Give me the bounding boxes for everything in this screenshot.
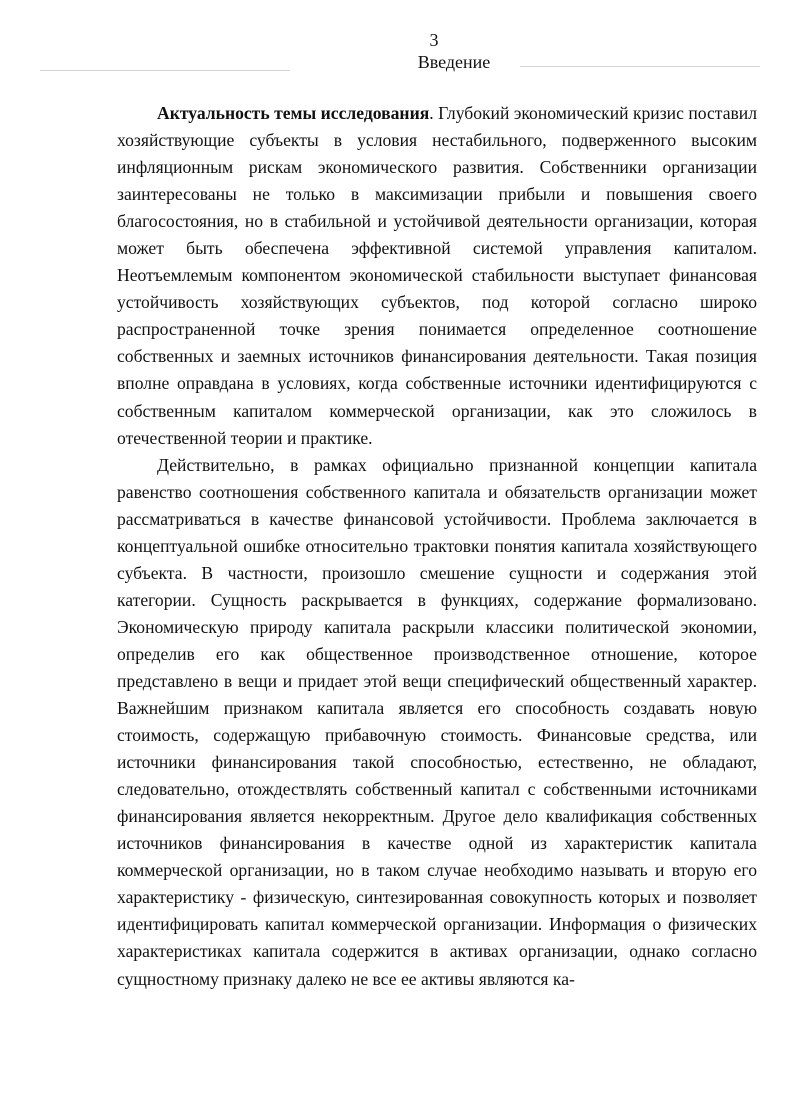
paragraph-1-lead: Актуальность темы исследования <box>157 103 430 123</box>
page-number: 3 <box>429 30 439 50</box>
paragraph-1 <box>117 100 757 452</box>
page-title: Введение <box>417 52 491 72</box>
document-body <box>117 100 757 993</box>
paragraph-1-text: . Глубокий экономический кризис поставил хозяйствующие субъекты в условия нестабильного, подверженного высоким инфляционным рискам экономического развития. Собственники организации заинтересованы не только в максимизации прибыли и повышения своего благосостояния, но в стабильной и устойчивой деятельности организации, которая может быть обеспечена эффективной системой управления капиталом. Неотъемлемым компонентом экономической стабильности выступает финансовая устойчивость хозяйствующих субъектов, под которой согласно широко распространенной точке зрения понимается определенное соотношение собственных и заемных источников финансирования деятельности. Такая позиция вполне оправдана в условиях, когда собственные источники идентифицируются с собственным капиталом коммерческой организации, как это сложилось в отечественной теории и практике. <box>117 103 758 448</box>
paragraph-2: Действительно, в рамках официально признанной концепции капитала равенство соотношения собственного капитала и обязательств организации может рассматриваться в качестве финансовой устойчивости. Проблема заключается в концептуальной ошибке относительно трактовки понятия капитала хозяйствующего субъекта. В частности, произошло смешение сущности и содержания этой категории. Сущность раскрывается в функциях, содержание формализовано. Экономическую природу капитала раскрыли классики политической экономии, определив его как общественное производственное отношение, которое представлено в вещи и придает этой вещи специфический общественный характер. Важнейшим признаком капитала является его способность создавать новую стоимость, содержащую прибавочную стоимость. Финансовые средства, или источники финансирования такой способностью, естественно, не обладают, следовательно, отождествлять собственный капитал с собственными источниками финансирования является некорректным. Другое дело квалификация собственных источников финансирования в качестве одной из характеристик капитала коммерческой организации, но в таком случае необходимо называть и вторую его характеристику - физическую, синтезированная совокупность которых и позволяет идентифицировать капитал коммерческой организации. Информация о физических характеристиках капитала содержится в активах организации, однако согласно сущностному признаку далеко не все ее активы являются ка- <box>117 454 757 989</box>
